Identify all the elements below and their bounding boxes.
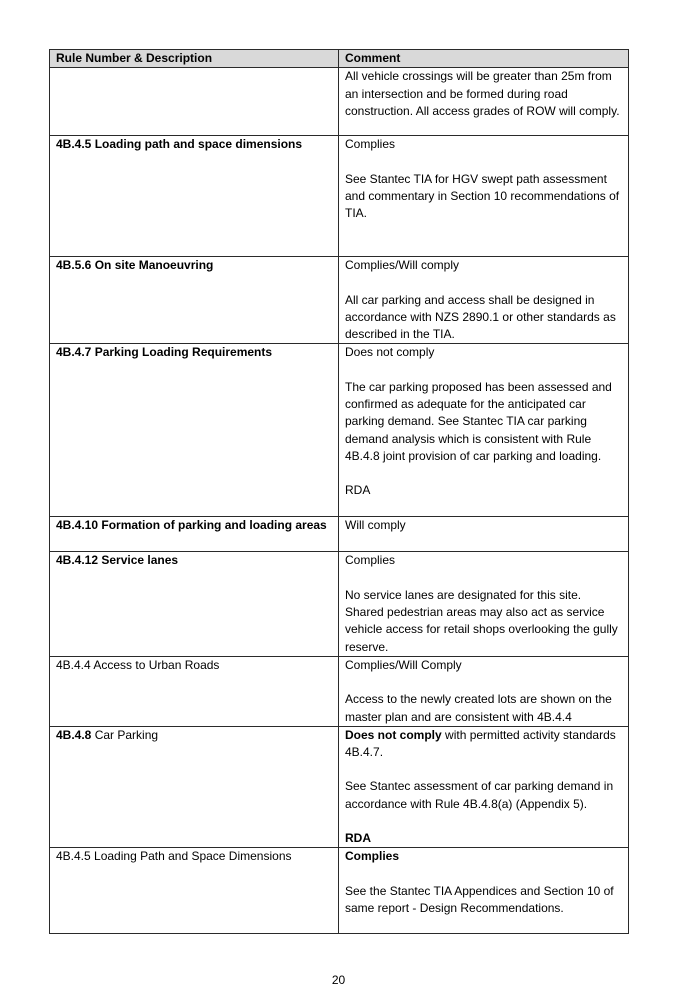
page-number: 20 [331,973,346,987]
table-row [50,517,629,552]
comment-text: Does not comply [345,345,435,360]
table-row [50,726,629,847]
comment-text: RDA [345,483,371,498]
rule-text: Car Parking [91,727,159,742]
rule-cell [50,136,339,257]
comment-paragraph [345,657,623,674]
table-body [50,68,629,934]
comment-text: RDA [345,831,371,846]
rule-cell [50,344,339,517]
comment-cell [339,848,629,934]
rule-cell [50,68,339,136]
comment-text: The car parking proposed has been assessed and confirmed as adequate for the anticipated car parking demand. See Stantec TIA car parking demand analysis which is consistent with Rule 4B.4.8 joint provision of car parking and loading. [345,379,612,463]
rule-cell [50,552,339,656]
comment-text: Complies/Will comply [345,258,460,273]
comment-text: with permitted activity standards 4B.4.7. [345,727,616,760]
comment-paragraph [345,830,623,847]
comment-paragraph [345,292,623,344]
comment-text: All vehicle crossings will be greater than 25m from an intersection and be formed during road construction. All access grades of ROW will comply. [345,69,620,118]
comment-cell [339,257,629,344]
table-row [50,68,629,136]
comment-cell [339,726,629,847]
paragraph-gap [345,465,623,482]
comment-cell [339,344,629,517]
comment-cell [339,517,629,552]
comment-paragraph [345,136,623,153]
rule-text: 4B.4.10 Formation of parking and loading areas [56,518,327,533]
rule-text: 4B.4.5 Loading path and space dimensions [56,137,303,152]
comment-paragraph [345,552,623,569]
paragraph-gap [345,761,623,778]
comment-paragraph [345,68,623,120]
comment-cell [339,136,629,257]
table-row [50,344,629,517]
rule-cell [50,257,339,344]
table-row [50,257,629,344]
paragraph-gap [345,275,623,292]
comment-cell [339,656,629,726]
comment-paragraph [345,883,623,918]
comment-text: See Stantec assessment of car parking demand in accordance with Rule 4B.4.8(a) (Appendix 5). [345,779,614,811]
table-row [50,552,629,656]
comment-text: No service lanes are designated for this site. Shared pedestrian areas may also act as service vehicle access for retail shops overlooking the gully reserve. [345,587,618,654]
comment-paragraph [345,171,623,223]
comment-text: Complies [345,553,396,568]
rule-text: 4B.4.8 [56,727,92,742]
rules-table [49,49,629,934]
comment-paragraph [345,587,623,656]
table-row [50,656,629,726]
comment-text: Access to the newly created lots are shown on the master plan and are consistent with 4B.4.4 [345,692,612,724]
comment-text: Does not comply [345,727,442,742]
comment-cell [339,552,629,656]
table-header-row [50,50,629,68]
comment-text: Complies [345,137,396,152]
comment-paragraph [345,379,623,465]
column-header-rule: Rule Number & Description [50,50,339,68]
table-row [50,848,629,934]
rule-cell [50,656,339,726]
comment-paragraph [345,257,623,274]
comment-paragraph [345,848,623,865]
rule-cell [50,726,339,847]
comment-paragraph [345,344,623,361]
rule-text: 4B.4.12 Service lanes [56,553,179,568]
comment-text: Complies [345,849,400,864]
table-row [50,136,629,257]
rule-cell [50,517,339,552]
column-header-comment: Comment [339,50,629,68]
comment-text: Will comply [345,518,406,533]
comment-paragraph [345,727,623,762]
rule-cell [50,848,339,934]
comment-paragraph [345,517,623,534]
paragraph-gap [345,674,623,691]
rule-text: 4B.4.4 Access to Urban Roads [56,657,220,672]
comment-text: See Stantec TIA for HGV swept path assessment and commentary in Section 10 recommendations of TIA. [345,171,620,221]
rule-text: 4B.4.5 Loading Path and Space Dimensions [56,849,292,864]
rule-text: 4B.4.7 Parking Loading Requirements [56,345,273,360]
comment-paragraph [345,482,623,499]
paragraph-gap [345,813,623,830]
comment-cell [339,68,629,136]
rule-text: 4B.5.6 On site Manoeuvring [56,258,214,273]
comment-paragraph [345,778,623,813]
paragraph-gap [345,362,623,379]
comment-text: Complies/Will Comply [345,657,462,672]
comment-paragraph [345,691,623,726]
paragraph-gap [345,866,623,883]
comment-text: See the Stantec TIA Appendices and Section 10 of same report - Design Recommendations. [345,883,614,915]
paragraph-gap [345,154,623,171]
paragraph-gap [345,570,623,587]
comment-text: All car parking and access shall be designed in accordance with NZS 2890.1 or other standards as described in the TIA. [345,292,616,342]
